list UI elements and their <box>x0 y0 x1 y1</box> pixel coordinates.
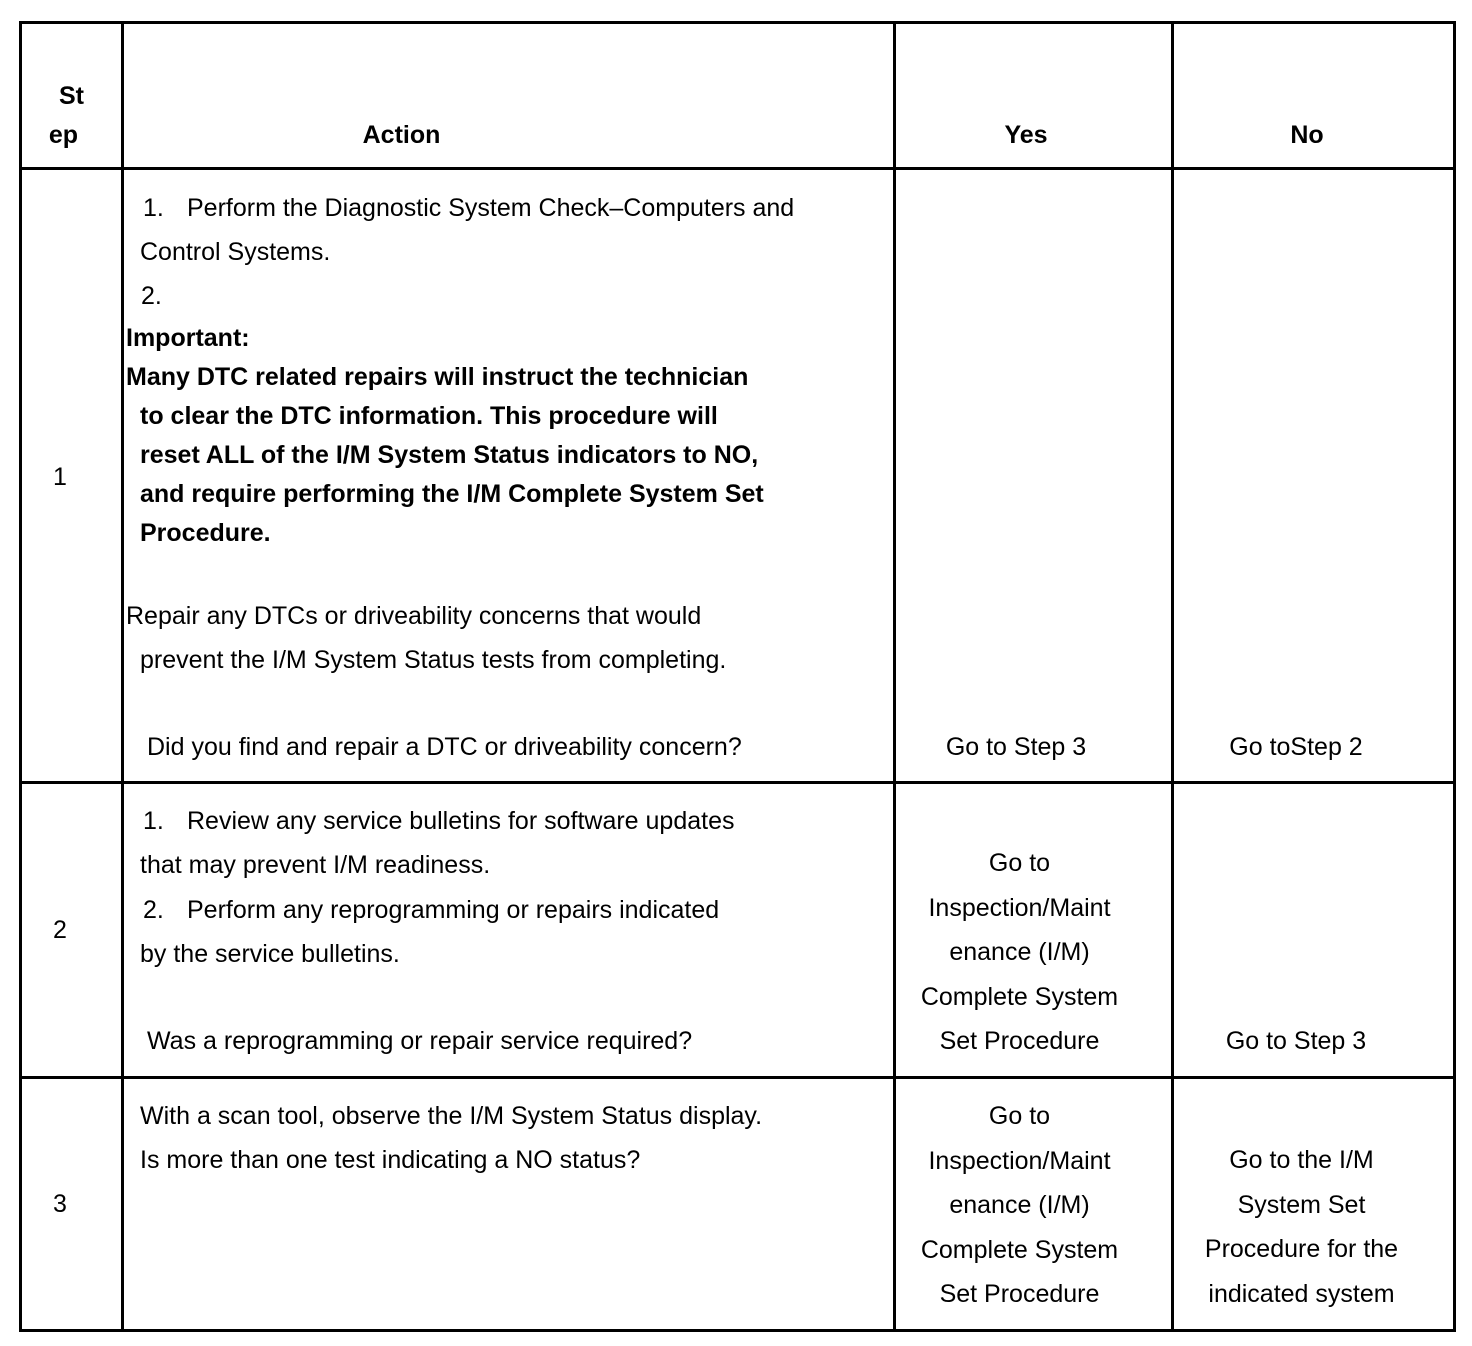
header-step-line1: St <box>59 82 84 110</box>
row1-item1-text-cont: Control Systems. <box>140 238 331 266</box>
row3-no-line: Procedure for the <box>1204 1235 1399 1263</box>
row1-item1-number: 1. <box>143 194 164 222</box>
row1-item2-number: 2. <box>141 282 162 310</box>
row2-question: Was a reprogramming or repair service required? <box>147 1027 693 1055</box>
row-divider-1 <box>19 781 1456 784</box>
row3-yes-line: Inspection/Maint <box>928 1146 1111 1175</box>
row3-no <box>1174 1138 1429 1316</box>
row2-yes-line: enance (I/M) <box>949 938 1090 966</box>
table-bottom-border <box>19 1329 1456 1332</box>
row3-no-line: System Set <box>1237 1190 1366 1219</box>
row3-yes <box>896 1094 1143 1317</box>
row2-item2-number: 2. <box>143 896 164 924</box>
table-top-border <box>19 21 1456 24</box>
row2-yes-line: Inspection/Maint <box>928 893 1111 922</box>
row3-action-line-2: Is more than one test indicating a NO status? <box>140 1146 641 1174</box>
row3-yes-line: Set Procedure <box>939 1280 1100 1308</box>
row1-no: Go toStep 2 <box>1229 733 1363 761</box>
row1-repair-line-1: Repair any DTCs or driveability concerns that would <box>126 602 702 630</box>
table-left-border <box>19 21 22 1332</box>
row2-item1-text: Review any service bulletins for software updates <box>187 807 735 835</box>
important-line-1: Many DTC related repairs will instruct the technician <box>126 363 749 391</box>
important-title: Important: <box>126 324 250 352</box>
row2-item1-text-cont: that may prevent I/M readiness. <box>140 851 491 879</box>
row2-item1-number: 1. <box>143 807 164 835</box>
row3-action-line-1: With a scan tool, observe the I/M System Status display. <box>140 1102 763 1130</box>
row1-question: Did you find and repair a DTC or driveability concern? <box>147 733 742 761</box>
row3-yes-line: Complete System <box>920 1235 1119 1264</box>
row1-step: 1 <box>53 463 67 491</box>
row3-yes-line: Go to <box>988 1102 1051 1130</box>
header-yes: Yes <box>1004 121 1048 149</box>
header-step-line2: ep <box>48 121 79 149</box>
row3-step: 3 <box>53 1190 67 1218</box>
row1-item1-text: Perform the Diagnostic System Check–Computers and <box>187 194 795 222</box>
important-line-3: reset ALL of the I/M System Status indicators to NO, <box>140 441 759 469</box>
row3-yes-line: enance (I/M) <box>949 1191 1090 1219</box>
row3-no-line: Go to the I/M <box>1229 1146 1374 1174</box>
important-line-5: Procedure. <box>140 519 271 547</box>
row2-item2-text: Perform any reprogramming or repairs indicated <box>187 896 720 924</box>
important-line-2: to clear the DTC information. This procedure will <box>140 402 718 430</box>
row2-yes-line: Complete System <box>920 982 1119 1011</box>
row3-no-line: indicated system <box>1208 1279 1395 1308</box>
row2-item2-text-cont: by the service bulletins. <box>140 940 400 968</box>
diagnostic-table <box>19 21 1456 1332</box>
header-divider <box>19 167 1456 170</box>
row2-step: 2 <box>53 916 67 944</box>
header-action: Action <box>362 121 441 149</box>
row-divider-2 <box>19 1076 1456 1079</box>
header-no: No <box>1290 121 1324 149</box>
row1-repair-line-2: prevent the I/M System Status tests from completing. <box>140 646 727 674</box>
column-divider-yes <box>1171 21 1174 1332</box>
table-right-border <box>1453 21 1456 1332</box>
important-line-4: and require performing the I/M Complete System Set <box>140 480 764 508</box>
row2-no: Go to Step 3 <box>1225 1027 1367 1055</box>
row1-yes: Go to Step 3 <box>945 733 1087 761</box>
row2-yes-line: Set Procedure <box>939 1027 1100 1055</box>
row2-yes <box>896 841 1143 1064</box>
column-divider-step <box>121 21 124 1332</box>
row2-yes-line: Go to <box>988 849 1051 877</box>
